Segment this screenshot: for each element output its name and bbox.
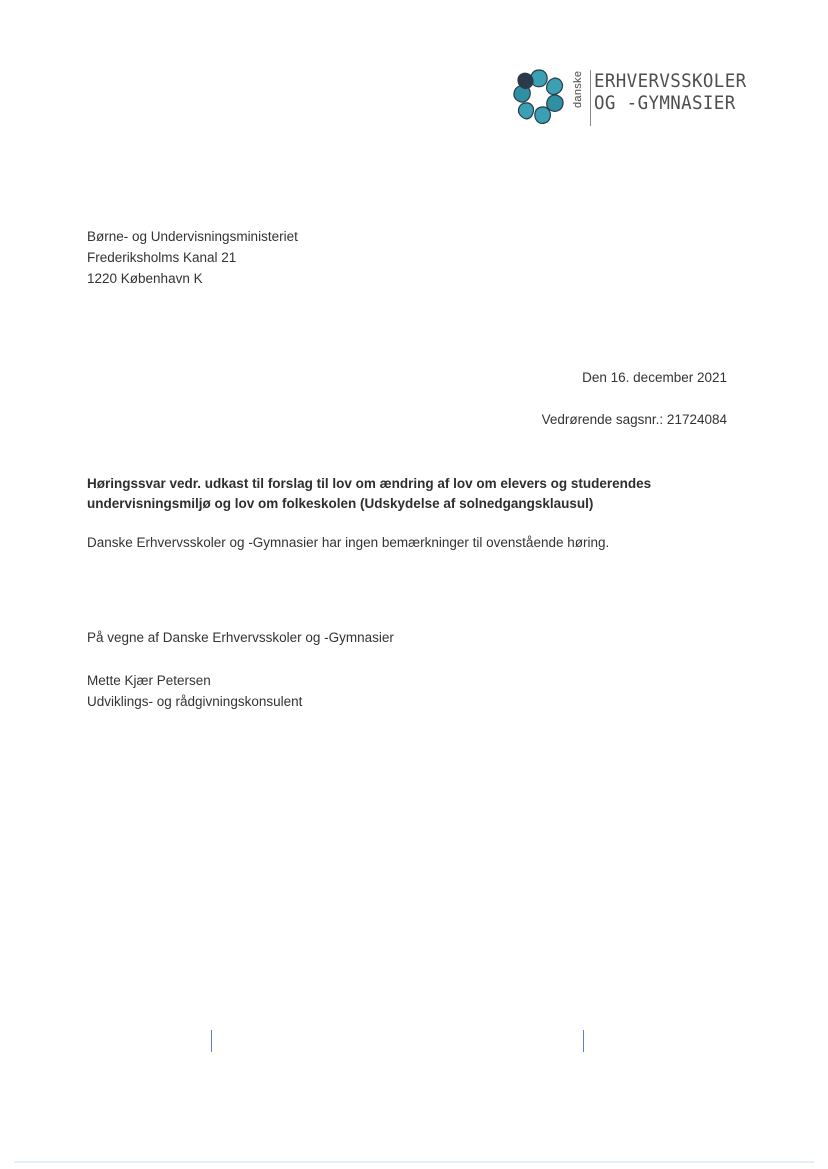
recipient-city: 1220 København K <box>87 271 203 286</box>
logo-flower-icon <box>508 66 570 128</box>
logo-line-2: OG -GYMNASIER <box>594 92 736 114</box>
letter-date: Den 16. december 2021 <box>582 370 727 385</box>
signature-name: Mette Kjær Petersen <box>87 673 211 688</box>
case-reference: Vedrørende sagsnr.: 21724084 <box>541 412 727 427</box>
recipient-address <box>87 226 298 289</box>
page-bottom-edge <box>14 1161 814 1163</box>
scan-mark-right <box>583 1030 584 1052</box>
logo-small-word: danske <box>572 70 584 108</box>
scan-mark-left <box>211 1030 212 1052</box>
recipient-name: Børne- og Undervisningsministeriet <box>87 229 298 244</box>
logo-line-1: ERHVERVSSKOLER <box>594 70 747 92</box>
signature-title: Udviklings- og rådgivningskonsulent <box>87 694 303 709</box>
signature-on-behalf: På vegne af Danske Erhvervsskoler og -Gymnasier <box>87 630 394 645</box>
logo-divider <box>590 70 591 126</box>
letter-subject: Høringssvar vedr. udkast til forslag til lov om ændring af lov om elevers og studerendes undervisningsmiljø og lov om folkeskolen (Udskydelse af solnedgangsklausul) <box>87 476 652 511</box>
letter-body: Danske Erhvervsskoler og -Gymnasier har ingen bemærkninger til ovenstående høring. <box>87 535 610 550</box>
recipient-street: Frederiksholms Kanal 21 <box>87 250 237 265</box>
